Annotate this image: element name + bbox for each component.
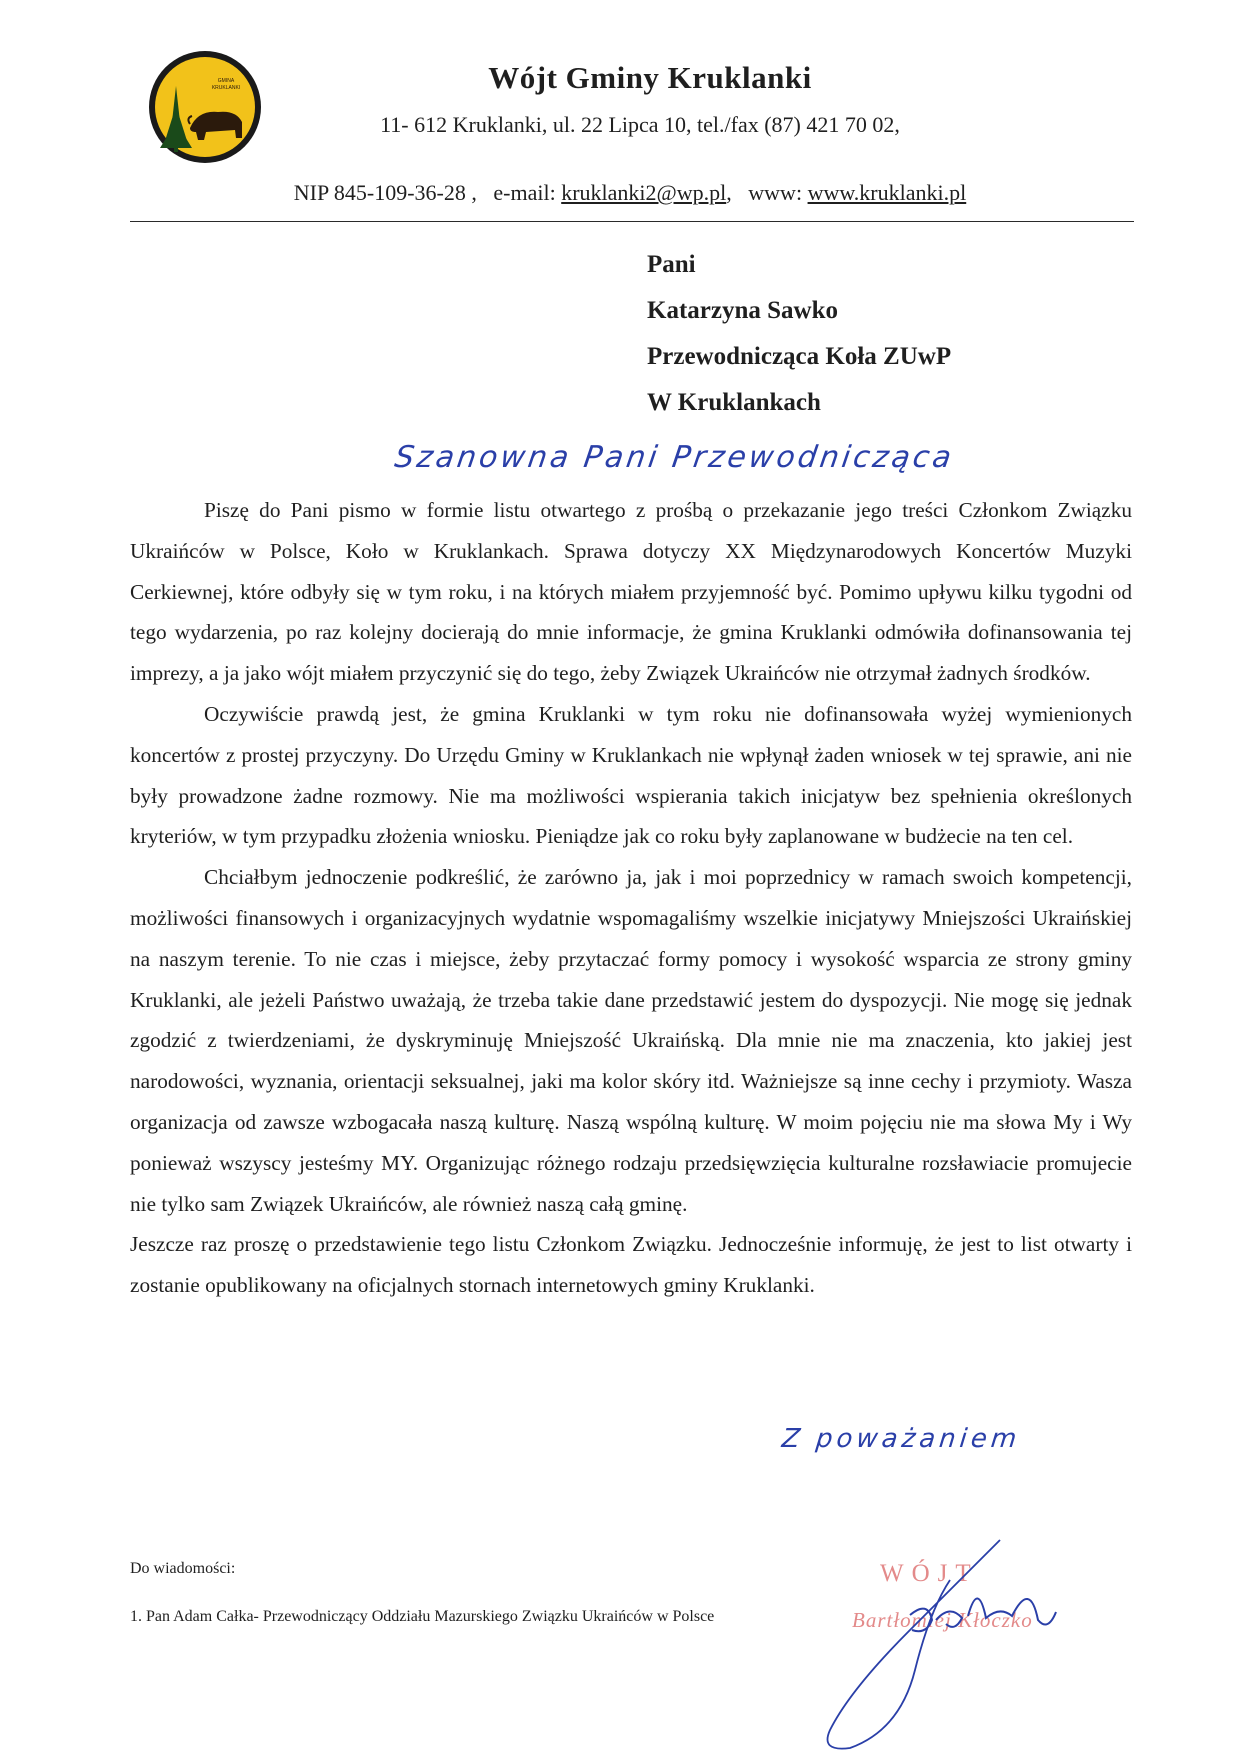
logo-text-gmina: GMINA — [217, 78, 235, 84]
addressee-name: Katarzyna Sawko — [647, 297, 838, 324]
letterhead-nip: NIP 845-109-36-28 , — [293, 180, 477, 205]
body-paragraph-1: Piszę do Pani pismo w formie listu otwartego z prośbą o przekazanie jego treści Członkom Związku Ukraińców w Polsce, Koło w Kruklankach. Sprawa dotyczy XX Międzynarodowych Koncertów Muzyki Cerkiewnej, które odbyły się w tym roku, i na których miałem przyjemność być. Pomimo upływu kilku tygodni od tego wydarzenia, po raz kolejny docierają do mnie informacje, że gmina Kruklanki odmówiła dofinansowania tej imprezy, a ja jako wójt miałem przyczynić się do tego, żeby Związek Ukraińców nie otrzymał żadnych środków. — [130, 498, 1132, 686]
addressee-position: Przewodnicząca Koła ZUwP — [647, 343, 952, 370]
body-paragraph-4: Jeszcze raz proszę o przedstawienie tego listu Członkom Związku. Jednocześnie informuję, że jest to list otwarty i zostanie opublikowany na oficjalnych stornach internetowych gminy Kruklanki. — [130, 1232, 1132, 1298]
signature-image — [700, 1520, 1080, 1754]
handwritten-closing: Z poważaniem — [780, 1424, 1022, 1454]
cc-heading: Do wiadomości: — [130, 1560, 236, 1577]
letter-body — [130, 490, 1132, 1306]
addressee-block — [647, 242, 951, 426]
email-link[interactable]: kruklanki2@wp.pl — [561, 180, 727, 205]
cc-recipient: 1. Pan Adam Całka- Przewodniczący Oddziału Mazurskiego Związku Ukraińców w Polsce — [130, 1608, 715, 1625]
letterhead-address: 11- 612 Kruklanki, ul. 22 Lipca 10, tel./fax (87) 421 70 02, — [380, 112, 900, 137]
www-label: www: — [748, 180, 803, 205]
addressee-location: W Kruklankach — [647, 389, 821, 416]
addressee-salutation: Pani — [647, 251, 696, 278]
logo-text-kruklanki: KRUKLANKI — [211, 85, 241, 91]
body-paragraph-2: Oczywiście prawdą jest, że gmina Kruklanki w tym roku nie dofinansowała wyżej wymienionych koncertów z prostej przyczyny. Do Urzędu Gminy w Kruklankach nie wpłynął żaden wniosek w tej sprawie, ani nie były prowadzone żadne rozmowy. Nie ma możliwości wspierania takich inicjatyw bez spełnienia określonych kryteriów, w tym przypadku złożenia wniosku. Pieniądze jak co roku były zaplanowane w budżecie na ten cel. — [130, 701, 1132, 849]
gmina-kruklanki-logo — [146, 48, 264, 166]
website-link[interactable]: www.kruklanki.pl — [807, 180, 967, 205]
letterhead-contact — [130, 180, 1130, 206]
letterhead-title: Wójt Gminy Kruklanki — [488, 60, 812, 95]
handwritten-greeting: Szanowna Pani Przewodnicząca — [392, 440, 957, 475]
email-label: e-mail: — [493, 180, 556, 205]
stamp-name: Bartłomiej Kłoczko — [852, 1608, 1033, 1632]
letterhead-divider — [130, 221, 1134, 222]
contact-separator: , — [726, 180, 732, 205]
body-paragraph-3: Chciałbym jednoczenie podkreślić, że zarówno ja, jak i moi poprzednicy w ramach swoich kompetencji, możliwości finansowych i organizacyjnych wydatnie wspomagaliśmy wszelkie inicjatywy Mniejszości Ukraińskiej na naszym terenie. To nie czas i miejsce, żeby przytaczać formy pomocy i wysokość wsparcia ze strony gminy Kruklanki, ale jeżeli Państwo uważają, że trzeba takie dane przedstawić jestem do dyspozycji. Nie mogę się jednak zgodzić z twierdzeniami, że dyskryminuję Mniejszość Ukraińską. Dla mnie nie ma znaczenia, kto jakiej jest narodowości, wyznania, orientacji seksualnej, jaki ma kolor skóry itd. Ważniejsze są inne cechy i przymioty. Wasza organizacja od zawsze wzbogacała naszą kulturę. Naszą wspólną kulturę. W moim pojęciu nie ma słowa My i Wy ponieważ wszyscy jesteśmy MY. Organizując różnego rodzaju przedsięwzięcia kulturalne rozsławiacie promujecie nie tylko sam Związek Ukraińców, ale również naszą całą gminę. — [130, 865, 1132, 1216]
stamp-title: WÓJT — [880, 1560, 979, 1587]
